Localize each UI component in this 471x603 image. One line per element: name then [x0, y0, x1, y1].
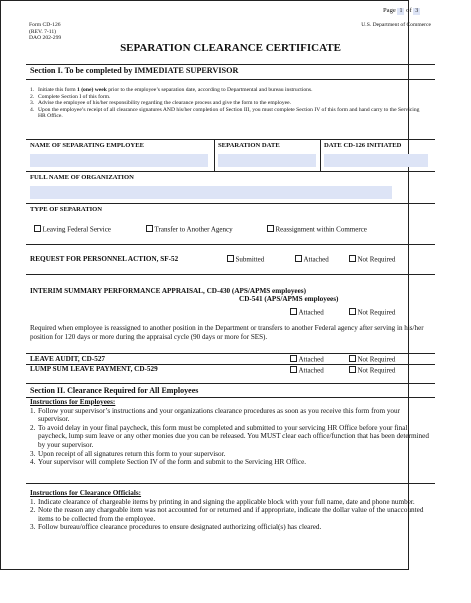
option-reassignment-within-commerce[interactable]: Reassignment within Commerce: [267, 225, 367, 234]
page-total-field: 3: [415, 8, 419, 14]
section1-heading: Section I. To be completed by IMMEDIATE SUPERVISOR: [30, 66, 239, 75]
section1-item-3: 3. Advise the employee of his/her responsibility regarding the clearance process and give the form to the employee.: [30, 100, 292, 107]
date-initiated-label: DATE CD-126 INITIATED: [324, 142, 402, 149]
section2-heading: Section II. Clearance Required for All Employees: [30, 386, 199, 395]
option-leaving-federal-service[interactable]: Leaving Federal Service: [34, 225, 111, 234]
option-appraisal-not-required[interactable]: Not Required: [349, 308, 395, 317]
employee-instructions-heading: Instructions for Employees:: [30, 398, 116, 406]
appraisal-label-2: CD-541 (APS/APMS employees): [239, 295, 339, 303]
option-sf52-attached[interactable]: Attached: [295, 255, 329, 264]
employee-item-3: 3. Upon receipt of all signatures return this form to your supervisor.: [30, 449, 226, 458]
section1-item-1: 1. Initiate this form 1 (one) week prior to the employee’s separation date, according to Departmental and bureau instructions.: [30, 87, 313, 93]
option-appraisal-attached[interactable]: Attached: [290, 308, 324, 317]
checkbox[interactable]: [349, 255, 356, 262]
separation-date-label: SEPARATION DATE: [218, 142, 280, 149]
checkbox[interactable]: [295, 255, 302, 262]
page-label: Page: [383, 7, 396, 14]
separation-type-label: TYPE OF SEPARATION: [30, 206, 103, 213]
employee-item-1: 1. Follow your supervisor’s instructions and your organizations clearance procedures as soon as you receive this form from your supervisor.: [30, 406, 401, 424]
section1-instructions: [30, 87, 428, 120]
form-id: [29, 22, 61, 42]
checkbox[interactable]: [227, 255, 234, 262]
employee-item-2: 2. To avoid delay in your final paycheck, this form must be completed and submitted to your servicing HR Office before your final paycheck, lump sum leave or any other monies due you can be released. You MUST clear each office/function that has been determined by your supervisor.: [30, 423, 429, 449]
official-item-1: 1. Indicate clearance of chargeable items by printing in and signing the applicable block with your full name, date and phone number.: [30, 497, 415, 506]
option-transfer-to-another-agency[interactable]: Transfer to Another Agency: [146, 225, 233, 234]
leave-audit-label: LEAVE AUDIT, CD-527: [30, 355, 106, 363]
separation-date-field[interactable]: [218, 154, 316, 167]
date-initiated-field[interactable]: [324, 154, 428, 167]
checkbox[interactable]: [34, 225, 41, 232]
option-lump-sum-attached[interactable]: Attached: [290, 366, 324, 375]
page-current-field[interactable]: 1: [399, 8, 403, 14]
official-item-2: 2. Note the reason any chargeable item was not accounted for or returned and if appropriate, indicate the dollar value of the unaccounted items to be collected from the employee.: [30, 506, 424, 523]
official-instructions-heading: Instructions for Clearance Officials:: [30, 489, 142, 497]
option-sf52-not-required[interactable]: Not Required: [349, 255, 395, 264]
organization-label: FULL NAME OF ORGANIZATION: [30, 174, 134, 181]
page-of-label: of: [406, 7, 412, 14]
option-leave-audit-attached[interactable]: Attached: [290, 355, 324, 364]
form-title: SEPARATION CLEARANCE CERTIFICATE: [120, 42, 341, 54]
official-instructions: [30, 489, 430, 532]
option-leave-audit-not-required[interactable]: Not Required: [349, 355, 395, 364]
checkbox[interactable]: [290, 366, 297, 373]
agency-name: U.S. Department of Commerce: [361, 22, 431, 28]
lump-sum-label: LUMP SUM LEAVE PAYMENT, CD-529: [30, 365, 158, 373]
employee-name-field[interactable]: [30, 154, 208, 167]
checkbox[interactable]: [267, 225, 274, 232]
official-item-3: 3. Follow bureau/office clearance procedures to ensure designated authorizing official(s) has cleared.: [30, 523, 322, 532]
employee-instructions: [30, 398, 430, 467]
page-indicator: [383, 7, 420, 15]
form-dao: DAO 202-299: [29, 35, 62, 42]
personnel-action-label: REQUEST FOR PERSONNEL ACTION, SF-52: [30, 255, 179, 263]
form-number: Form CD-126: [29, 22, 61, 28]
employee-name-label: NAME OF SEPARATING EMPLOYEE: [30, 142, 144, 149]
section1-item-2: 2. Complete Section I of this form.: [30, 93, 111, 100]
option-lump-sum-not-required[interactable]: Not Required: [349, 366, 395, 375]
checkbox[interactable]: [349, 355, 356, 362]
checkbox[interactable]: [290, 355, 297, 362]
appraisal-note: Required when employee is reassigned to another position in the Department or transfers to another Federal agency after serving in his/her position for 120 days or more during the appraisal cycle (90 days or more for SES).: [30, 324, 424, 341]
organization-field[interactable]: [30, 186, 392, 199]
section1-item-4: 4. Upon the employee’s receipt of all clearance signatures AND his/her completion of Section III, you must complete Section IV of this form and hand carry to the Servicing HR Office.: [30, 106, 420, 120]
employee-item-4: 4. Your supervisor will complete Section IV of the form and submit to the Servicing HR Office.: [30, 458, 307, 467]
form-revision: (REV. 7-11): [29, 28, 57, 35]
checkbox[interactable]: [146, 225, 153, 232]
option-sf52-submitted[interactable]: Submitted: [227, 255, 264, 264]
checkbox[interactable]: [349, 366, 356, 373]
appraisal-label: INTERIM SUMMARY PERFORMANCE APPRAISAL, CD-430 (APS/APMS employees): [30, 287, 306, 295]
checkbox[interactable]: [349, 308, 356, 315]
checkbox[interactable]: [290, 308, 297, 315]
